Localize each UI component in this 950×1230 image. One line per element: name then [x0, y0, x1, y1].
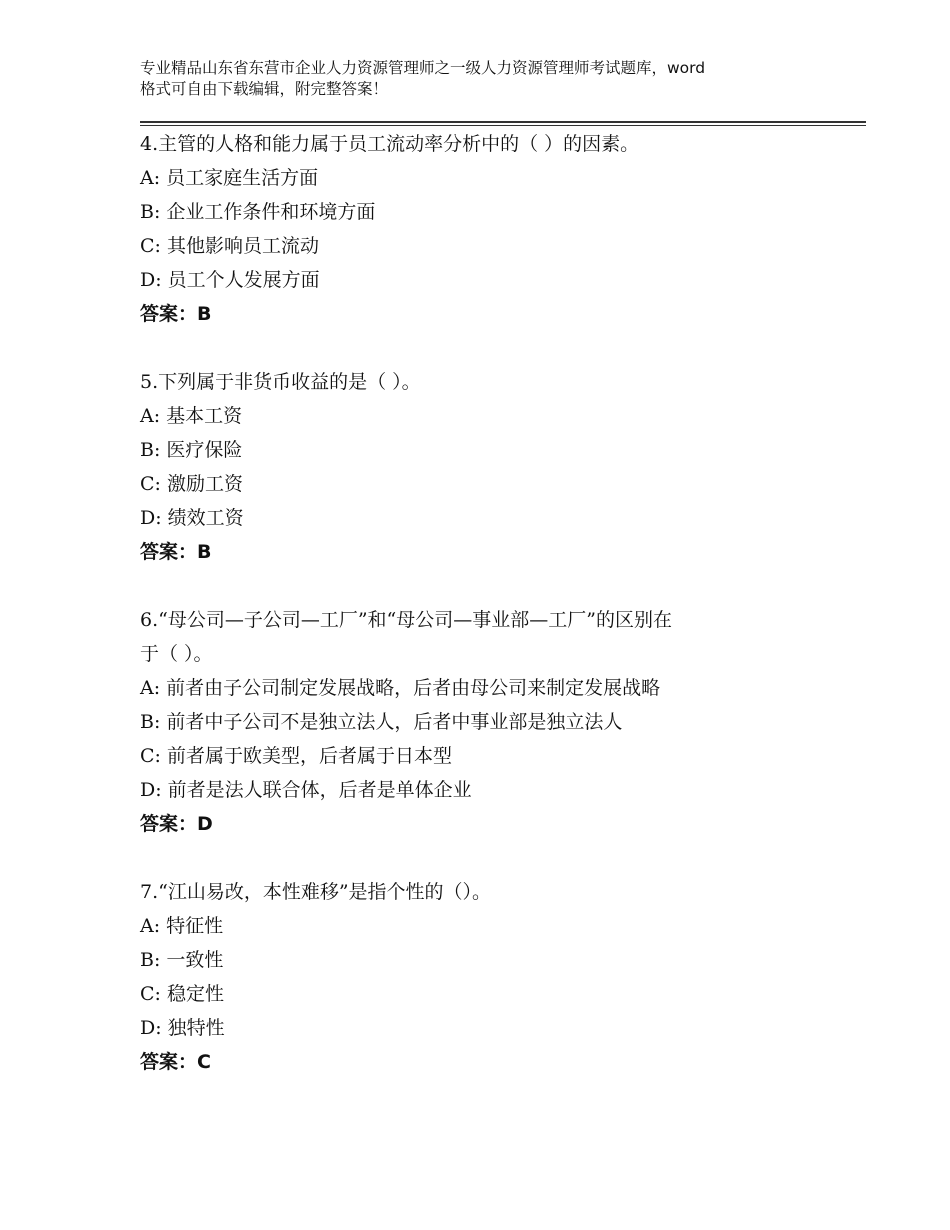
option-b: B: 前者中子公司不是独立法人，后者中事业部是独立法人: [140, 711, 623, 733]
question-list: [140, 127, 860, 1113]
question-stem: 4.主管的人格和能力属于员工流动率分析中的（ ）的因素。: [140, 133, 640, 155]
option-a: A: 前者由子公司制定发展战略，后者由母公司来制定发展战略: [140, 677, 661, 699]
header-line-1: 专业精品山东省东营市企业人力资源管理师之一级人力资源管理师考试题库，word: [140, 59, 706, 77]
option-c: C: 稳定性: [140, 983, 224, 1005]
option-c: C: 其他影响员工流动: [140, 235, 319, 257]
header-line-2: 格式可自由下载编辑，附完整答案！: [140, 80, 389, 98]
answer-label: 答案：B: [140, 541, 212, 563]
option-b: B: 企业工作条件和环境方面: [140, 201, 376, 223]
option-a: A: 基本工资: [140, 405, 243, 427]
option-c: C: 前者属于欧美型，后者属于日本型: [140, 745, 452, 767]
question-stem-line-2: 于（ ）。: [140, 643, 213, 665]
document-header: [140, 58, 860, 100]
option-a: A: 员工家庭生活方面: [140, 167, 319, 189]
option-b: B: 医疗保险: [140, 439, 243, 461]
option-d: D: 员工个人发展方面: [140, 269, 320, 291]
option-d: D: 绩效工资: [140, 507, 244, 529]
question-7: [140, 875, 860, 1079]
answer-label: 答案：D: [140, 813, 213, 835]
question-4: [140, 127, 860, 331]
option-a: A: 特征性: [140, 915, 224, 937]
question-stem: 5.下列属于非货币收益的是（ ）。: [140, 371, 421, 393]
answer-label: 答案：C: [140, 1051, 211, 1073]
question-stem-line-1: 6.“母公司—子公司—工厂”和“母公司—事业部—工厂”的区别在: [140, 609, 672, 631]
option-c: C: 激励工资: [140, 473, 243, 495]
header-divider-thin: [140, 125, 866, 126]
option-d: D: 前者是法人联合体，后者是单体企业: [140, 779, 472, 801]
answer-label: 答案：B: [140, 303, 212, 325]
option-b: B: 一致性: [140, 949, 224, 971]
option-d: D: 独特性: [140, 1017, 225, 1039]
question-stem: 7.“江山易改，本性难移”是指个性的（）。: [140, 881, 492, 903]
header-divider-thick: [140, 121, 866, 123]
question-5: [140, 365, 860, 569]
question-6: [140, 603, 860, 841]
